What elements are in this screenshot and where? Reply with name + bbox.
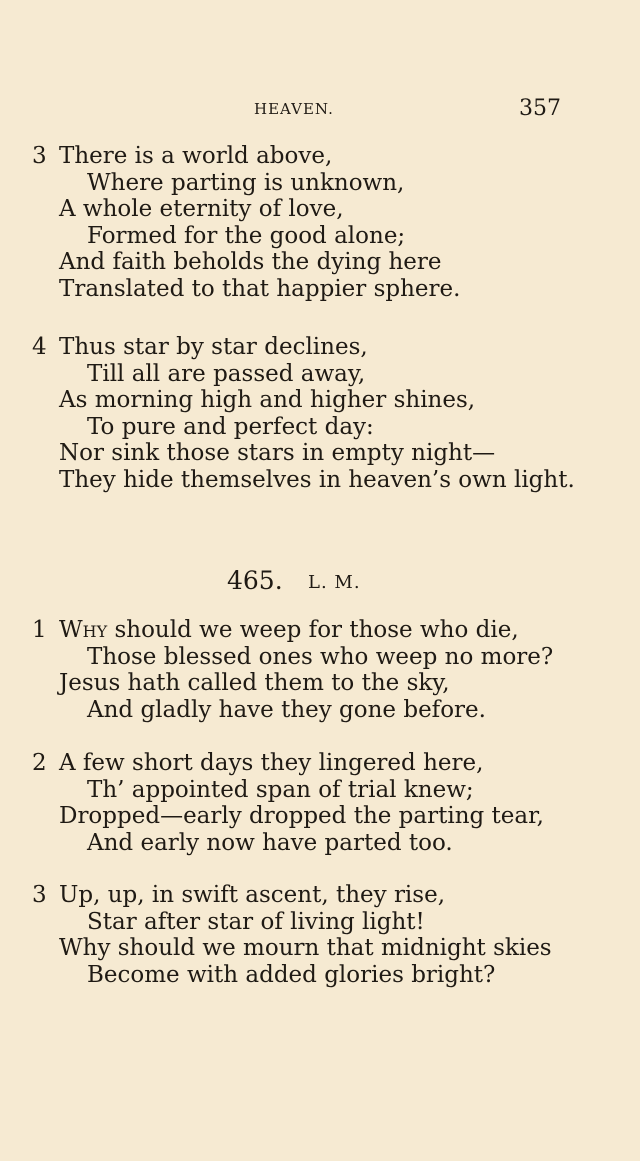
verse-line bbox=[0, 617, 640, 644]
verse-text: There is a world above, bbox=[59, 143, 333, 169]
verse-text: Thus star by star declines, bbox=[59, 334, 368, 360]
stanza-hymn-3 bbox=[0, 882, 640, 988]
first-line-rest: should we weep for those who die, bbox=[107, 617, 519, 643]
verse-text: A whole eternity of love, bbox=[59, 196, 344, 222]
stanza-number: 3 bbox=[32, 882, 47, 908]
stanza-number: 1 bbox=[32, 617, 47, 643]
verse-text: Star after star of living light! bbox=[87, 908, 425, 935]
verse-line bbox=[0, 935, 640, 962]
running-head bbox=[0, 96, 640, 126]
hymn-heading bbox=[0, 566, 640, 600]
verse-line bbox=[0, 909, 640, 936]
verse-line bbox=[0, 276, 640, 303]
verse-line bbox=[0, 670, 640, 697]
verse-line bbox=[0, 387, 640, 414]
verse-line bbox=[0, 750, 640, 777]
stanza-number: 3 bbox=[32, 143, 47, 169]
verse-text: Why should we mourn that midnight skies bbox=[59, 935, 552, 961]
verse-text: Jesus hath called them to the sky, bbox=[59, 670, 450, 696]
verse-text: Where parting is unknown, bbox=[87, 169, 405, 196]
stanza-hymn-1 bbox=[0, 617, 640, 723]
stanza-number: 2 bbox=[32, 750, 47, 776]
stanza-number: 4 bbox=[32, 334, 47, 360]
hymn-number: 465. bbox=[227, 566, 283, 595]
verse-text: Become with added glories bright? bbox=[87, 961, 496, 988]
verse-text: Those blessed ones who weep no more? bbox=[87, 643, 554, 670]
verse-text: Dropped—early dropped the parting tear, bbox=[59, 803, 544, 829]
verse-text: They hide themselves in heaven’s own light. bbox=[59, 466, 575, 493]
verse-line bbox=[0, 170, 640, 197]
verse-line bbox=[0, 962, 640, 989]
stanza-top-4 bbox=[0, 334, 640, 493]
verse-text: To pure and perfect day: bbox=[87, 413, 374, 440]
verse-text: As morning high and higher shines, bbox=[59, 387, 476, 413]
verse-text: And early now have parted too. bbox=[87, 829, 453, 856]
page-number: 357 bbox=[519, 96, 561, 121]
running-title: HEAVEN. bbox=[254, 100, 334, 118]
verse-line bbox=[0, 882, 640, 909]
verse-line bbox=[0, 143, 640, 170]
verse-line bbox=[0, 414, 640, 441]
verse-line bbox=[0, 803, 640, 830]
hymn-meter: L. M. bbox=[308, 572, 361, 593]
stanza-top-3 bbox=[0, 143, 640, 302]
verse-line bbox=[0, 777, 640, 804]
verse-text: A few short days they lingered here, bbox=[59, 750, 484, 776]
verse-line bbox=[0, 697, 640, 724]
first-word: Why bbox=[59, 617, 108, 643]
verse-text: Formed for the good alone; bbox=[87, 222, 406, 249]
verse-line bbox=[0, 644, 640, 671]
verse-text: Th’ appointed span of trial knew; bbox=[87, 776, 474, 803]
verse-line bbox=[0, 196, 640, 223]
verse-line bbox=[0, 440, 640, 467]
verse-line bbox=[0, 361, 640, 388]
verse-line bbox=[0, 334, 640, 361]
verse-line bbox=[0, 249, 640, 276]
verse-text: Up, up, in swift ascent, they rise, bbox=[59, 882, 446, 908]
verse-text: And gladly have they gone before. bbox=[87, 696, 486, 723]
verse-text: Till all are passed away, bbox=[87, 360, 366, 387]
verse-text: And faith beholds the dying here bbox=[59, 249, 442, 275]
verse-line bbox=[0, 223, 640, 250]
verse-text: Nor sink those stars in empty night— bbox=[59, 440, 496, 466]
verse-line bbox=[0, 830, 640, 857]
verse-line bbox=[0, 467, 640, 494]
stanza-hymn-2 bbox=[0, 750, 640, 856]
verse-text bbox=[59, 617, 519, 644]
verse-text: Translated to that happier sphere. bbox=[59, 275, 461, 302]
